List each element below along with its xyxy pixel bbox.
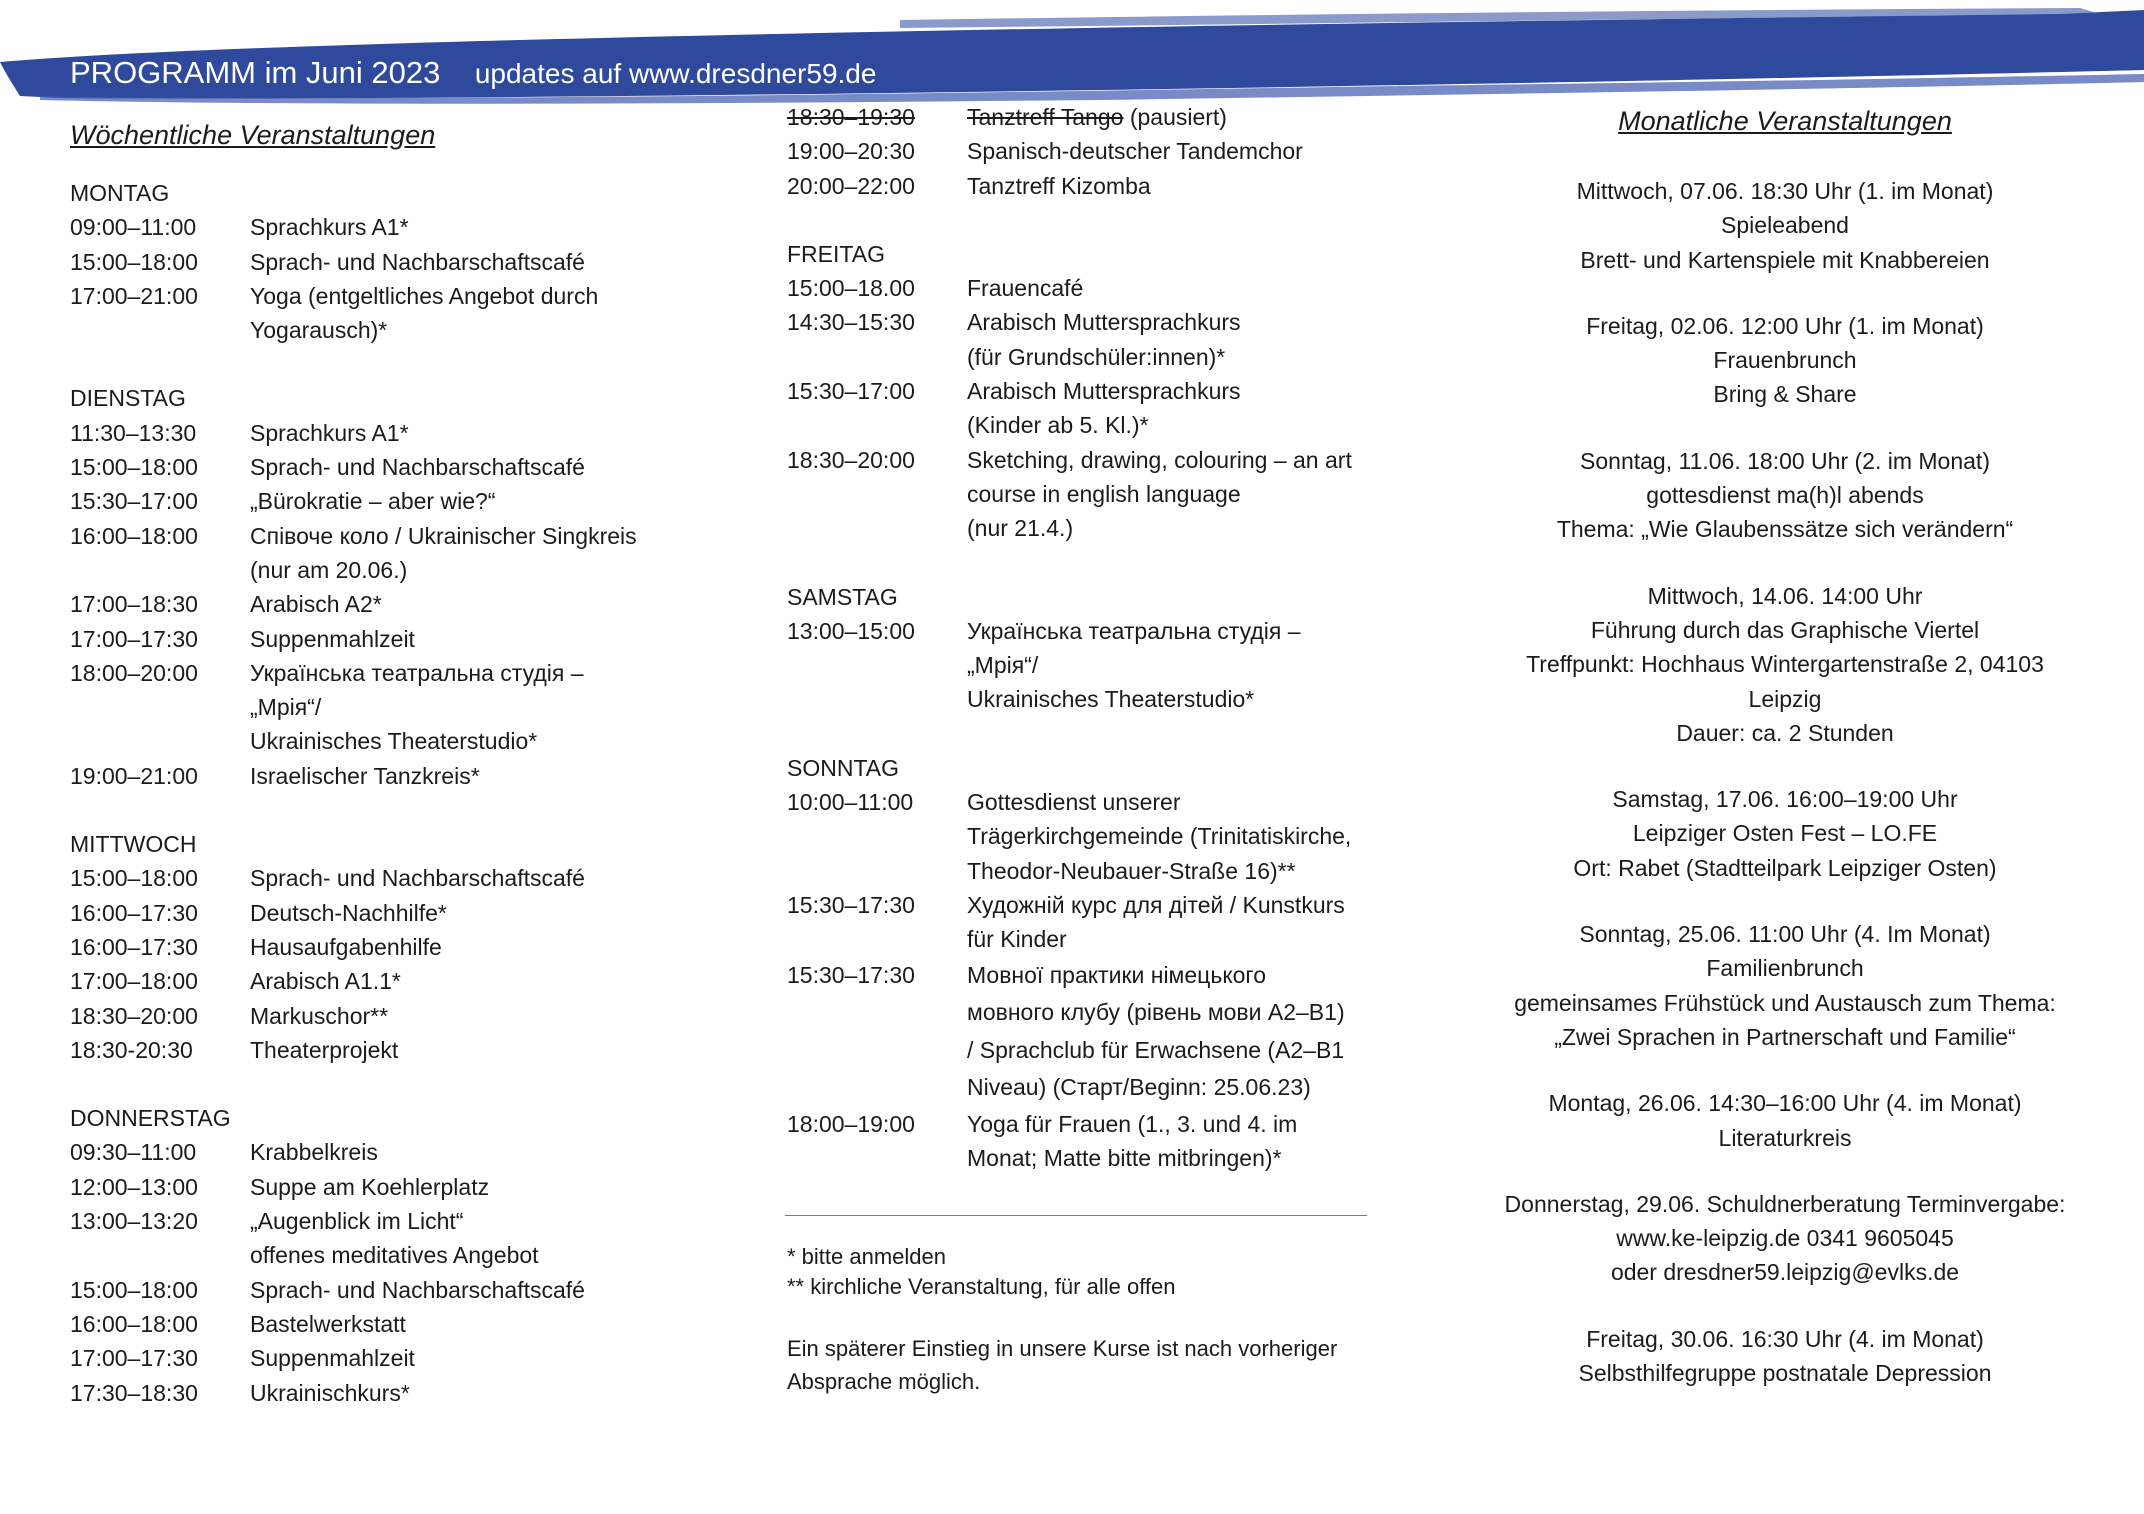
monthly-event [1460,782,2110,885]
schedule-row [70,1307,710,1341]
event-time: 17:00–21:00 [70,282,198,309]
event-title: Arabisch Muttersprachkurs (für Grundschüler:innen)* [967,309,1241,370]
banner-text [70,55,876,91]
schedule-row [70,1135,710,1169]
event-time: 17:00–17:30 [70,1345,198,1372]
event-time: 10:00–11:00 [787,789,914,816]
event-title-suffix: Terminvergabe: [1900,1190,2066,1217]
event-time: 15:30–17:00 [70,488,198,515]
banner-title: PROGRAMM im Juni 2023 [70,55,441,90]
day-block-mittwoch [70,827,710,1067]
event-time: 18:00–20:00 [70,659,198,686]
footnote-divider [785,1215,1367,1216]
late-entry-note: Ein späterer Einstieg in unsere Kurse ist nach vorheriger Absprache möglich. [787,1336,1338,1395]
event-time: 16:00–17:30 [70,933,198,960]
event-title: Tanztreff Kizomba [967,172,1151,199]
event-time: 16:00–18:00 [70,1310,198,1337]
event-title-cell [250,1033,710,1067]
event-time: 09:30–11:00 [70,1139,197,1166]
event-time: 18:30–19:30 [787,104,915,130]
event-time: 18:30–20:00 [787,446,915,473]
schedule-row [70,1376,710,1410]
event-description: gemeinsames Frühstück und Austausch zum Thema: „Zwei Sprachen in Partnerschaft und Familie“ [1514,989,2056,1050]
weekly-heading: Wöchentliche Veranstaltungen [70,120,436,150]
schedule-row [70,930,710,964]
event-title: Selbsthilfegruppe postnatale Depression [1578,1360,1992,1387]
event-title: Arabisch A1.1* [250,968,401,995]
event-title-cell [250,759,710,793]
event-date: Montag, 26.06. 14:30–16:00 Uhr (4. im Monat) [1548,1090,2022,1117]
schedule-row [70,279,710,348]
schedule-row [787,443,1367,546]
monthly-event [1460,444,2110,547]
event-title: Krabbelkreis [250,1139,378,1166]
schedule-row [70,896,710,930]
event-title-cell [250,1307,710,1341]
weekly-column-2 [787,100,1367,1398]
event-title-cell [967,271,1367,305]
schedule-row [70,759,710,793]
event-title-cell [967,100,1367,134]
event-date: Mittwoch, 07.06. 18:30 Uhr (1. im Monat) [1576,178,1994,204]
schedule-row [70,416,710,450]
schedule-row [787,888,1367,957]
event-title: Tanztreff Tango [967,104,1124,130]
monthly-column [1460,100,2110,1422]
day-heading: MITTWOCH [70,831,197,858]
schedule-row [787,169,1367,203]
event-time: 15:30–17:30 [787,961,915,988]
event-title-cell [250,622,710,656]
schedule-row [70,210,710,244]
event-title-cell [250,999,710,1033]
event-time: 09:00–11:00 [70,214,197,241]
schedule-row [70,861,710,895]
event-title: Мовної практики німецького мовного клубу (рівень мови A2–B1) / Sprachclub für Erwachsene (A2–B1 Niveau) (Старт/Beginn: 25.06.23) [967,961,1345,1101]
event-title: Suppenmahlzeit [250,1345,415,1372]
event-title: Hausaufgabenhilfe [250,933,442,960]
schedule-row [787,134,1367,168]
event-title: Theaterprojekt [250,1036,399,1063]
schedule-row [70,999,710,1033]
event-title: Sprach- und Nachbarschaftscafé [250,1276,585,1303]
day-heading: DONNERSTAG [70,1105,231,1132]
event-title: Українська театральна студія – „Мрія“/ Ukrainisches Theaterstudio* [967,617,1301,713]
event-description: Bring & Share [1713,381,1857,408]
event-title-cell [250,587,710,621]
event-time: 17:00–18:00 [70,968,198,995]
event-title-cell [250,450,710,484]
schedule-row [787,271,1367,305]
schedule-row [70,519,710,588]
event-title-cell [967,785,1367,888]
event-title-cell [250,1273,710,1307]
event-title-cell [250,964,710,998]
event-time: 17:00–18:30 [70,591,198,618]
event-time: 15:00–18:00 [70,248,198,275]
event-date: Samstag, 17.06. 16:00–19:00 Uhr [1612,786,1958,813]
event-time: 17:00–17:30 [70,625,198,652]
day-block-sonntag [787,751,1367,1175]
event-title: Sprach- und Nachbarschaftscafé [250,248,585,275]
schedule-row [70,1033,710,1067]
event-title-cell [967,169,1367,203]
event-title-cell [250,896,710,930]
event-title: Українська театральна студія – „Мрія“/ Ukrainisches Theaterstudio* [250,659,584,755]
event-time: 13:00–13:20 [70,1208,198,1235]
event-title-cell [250,861,710,895]
event-title-cell [250,1376,710,1410]
monthly-event [1460,579,2110,750]
event-title: Deutsch-Nachhilfe* [250,899,447,926]
event-title: Suppenmahlzeit [250,625,415,652]
event-time: 16:00–17:30 [70,899,198,926]
day-heading: FREITAG [787,240,885,267]
event-title: Arabisch A2* [250,591,382,618]
event-title: „Bürokratie – aber wie?“ [250,488,496,515]
event-title: „Augenblick im Licht“ offenes meditatives Angebot [250,1208,539,1269]
event-title-cell [250,1341,710,1375]
event-title: Sketching, drawing, colouring – an art course in english language (nur 21.4.) [967,446,1352,542]
schedule-row [70,587,710,621]
schedule-row [70,484,710,518]
event-title: Yoga (entgeltliches Angebot durch Yogarausch)* [250,282,599,344]
event-title: Literaturkreis [1718,1124,1852,1151]
schedule-row [70,964,710,998]
event-title-cell [250,519,710,588]
event-title: Ukrainischkurs* [250,1379,410,1406]
monthly-event [1460,174,2110,277]
event-date: Freitag, 02.06. 12:00 Uhr (1. im Monat) [1586,312,1984,339]
weekly-days-2 [787,237,1367,1175]
day-heading: SONNTAG [787,754,900,781]
event-title-cell [250,1135,710,1169]
event-time: 19:00–21:00 [70,762,198,789]
monthly-event [1460,309,2110,412]
event-time: 15:30–17:30 [787,891,915,918]
event-title: Markuschor** [250,1002,389,1029]
event-date: Sonntag, 25.06. 11:00 Uhr (4. Im Monat) [1579,921,1991,948]
event-title-cell [250,1204,710,1273]
event-title-cell [967,134,1367,168]
schedule-row [70,245,710,279]
event-title: Sprach- und Nachbarschaftscafé [250,454,585,481]
schedule-row [70,656,710,759]
monthly-event [1460,1086,2110,1155]
event-title: Spieleabend [1721,212,1849,239]
schedule-row [70,1341,710,1375]
event-title: Arabisch Muttersprachkurs (Kinder ab 5. Kl.)* [967,378,1241,439]
event-time: 12:00–13:00 [70,1173,198,1200]
event-note: (pausiert) [1123,104,1227,130]
event-title: Bastelwerkstatt [250,1310,406,1337]
schedule-row [70,450,710,484]
event-date: Sonntag, 11.06. 18:00 Uhr (2. im Monat) [1580,447,1990,474]
event-time: 19:00–20:30 [787,138,915,165]
schedule-row [787,785,1367,888]
monthly-event [1460,1187,2110,1290]
donnerstag-continuation [787,100,1367,203]
event-time: 18:30-20:30 [70,1036,193,1063]
schedule-row [70,622,710,656]
schedule-row [70,1204,710,1273]
monthly-events [1460,174,2110,1390]
schedule-row [787,614,1367,717]
day-block-donnerstag [70,1101,710,1410]
event-time: 15:30–17:00 [787,378,915,405]
monthly-heading: Monatliche Veranstaltungen [1618,106,1952,136]
event-title: Sprach- und Nachbarschaftscafé [250,865,585,892]
day-block-montag [70,176,710,347]
footnotes: * bitte anmelden ** kirchliche Veranstaltung, für alle offen [787,1244,1176,1300]
event-title: Familienbrunch [1706,955,1864,982]
event-title: Schuldnerberatung [1700,1190,1901,1217]
schedule-row [787,305,1367,374]
banner-updates-link[interactable]: updates auf www.dresdner59.de [474,58,877,89]
event-title-cell [967,957,1367,1107]
weekly-days [70,176,710,1410]
event-title: Sprachkurs A1* [250,419,409,446]
event-description: Treffpunkt: Hochhaus Wintergartenstraße 2, 04103 Leipzig Dauer: ca. 2 Stunden [1526,651,2044,746]
event-title: Führung durch das Graphische Viertel [1590,616,1980,643]
event-time: 15:00–18:00 [70,865,198,892]
event-title-cell [967,614,1367,717]
event-title-cell [250,484,710,518]
event-title-cell [250,210,710,244]
event-date: Donnerstag, 29.06. [1504,1190,1701,1217]
event-title: Sprachkurs A1* [250,214,409,241]
event-title-cell [967,374,1367,443]
day-block-dienstag [70,381,710,793]
event-time: 20:00–22:00 [787,172,915,199]
event-title-cell [250,416,710,450]
event-title-cell [250,245,710,279]
event-title: Israelischer Tanzkreis* [250,762,480,789]
event-time: 15:00–18:00 [70,454,198,481]
event-description: Brett- und Kartenspiele mit Knabbereien [1580,246,1990,273]
event-time: 18:30–20:00 [70,1002,198,1029]
event-description: Thema: „Wie Glaubenssätze sich verändern“ [1556,516,2014,543]
event-time: 15:00–18:00 [70,1276,198,1303]
schedule-row [70,1170,710,1204]
monthly-event [1460,917,2110,1054]
event-time: 17:30–18:30 [70,1379,198,1406]
event-title: Suppe am Koehlerplatz [250,1173,490,1200]
schedule-row [70,1273,710,1307]
schedule-row [787,374,1367,443]
event-title-cell [967,1107,1367,1176]
event-title: Frauenbrunch [1713,347,1857,374]
day-heading: MONTAG [70,180,170,206]
event-time: 14:30–15:30 [787,309,915,336]
event-time: 16:00–18:00 [70,522,198,549]
event-date: Freitag, 30.06. 16:30 Uhr (4. im Monat) [1586,1325,1984,1352]
event-title: Frauencafé [967,275,1084,302]
day-block-samstag [787,580,1367,717]
event-title: Leipziger Osten Fest – LO.FE [1632,820,1938,847]
schedule-row [787,100,1367,134]
event-title: Yoga für Frauen (1., 3. und 4. im Monat; Matte bitte mitbringen)* [967,1110,1298,1171]
event-date: Mittwoch, 14.06. 14:00 Uhr [1647,582,1923,609]
day-block-freitag [787,237,1367,546]
event-title: gottesdienst ma(h)l abends [1646,482,1924,509]
monthly-event [1460,1322,2110,1391]
event-title: Gottesdienst unserer Trägerkirchgemeinde (Trinitatiskirche, Theodor-Neubauer-Straße 16)** [967,789,1352,884]
schedule-row [787,957,1367,1107]
event-title-cell [967,443,1367,546]
event-title-cell [250,656,710,759]
weekly-column-1 [70,114,710,1410]
event-title-cell [250,1170,710,1204]
event-description: www.ke-leipzig.de 0341 9605045 oder dresdner59.leipzig@evlks.de [1610,1225,1960,1286]
day-heading: SAMSTAG [787,583,898,610]
schedule-row [787,1107,1367,1176]
event-title-cell [967,888,1367,957]
event-description: Ort: Rabet (Stadtteilpark Leipziger Osten) [1573,854,1997,881]
event-time: 15:00–18.00 [787,275,915,302]
event-time: 18:00–19:00 [787,1110,915,1137]
event-title-cell [967,305,1367,374]
event-time: 11:30–13:30 [70,419,197,446]
event-title: Співоче коло / Ukrainischer Singkreis (nur am 20.06.) [250,522,637,583]
event-title-cell [250,279,710,348]
day-heading: DIENSTAG [70,385,186,412]
event-title: Spanisch-deutscher Tandemchor [967,138,1303,165]
event-title-cell [250,930,710,964]
event-time: 13:00–15:00 [787,617,915,644]
event-title: Художній курс для дітей / Kunstkurs für Kinder [967,891,1345,953]
